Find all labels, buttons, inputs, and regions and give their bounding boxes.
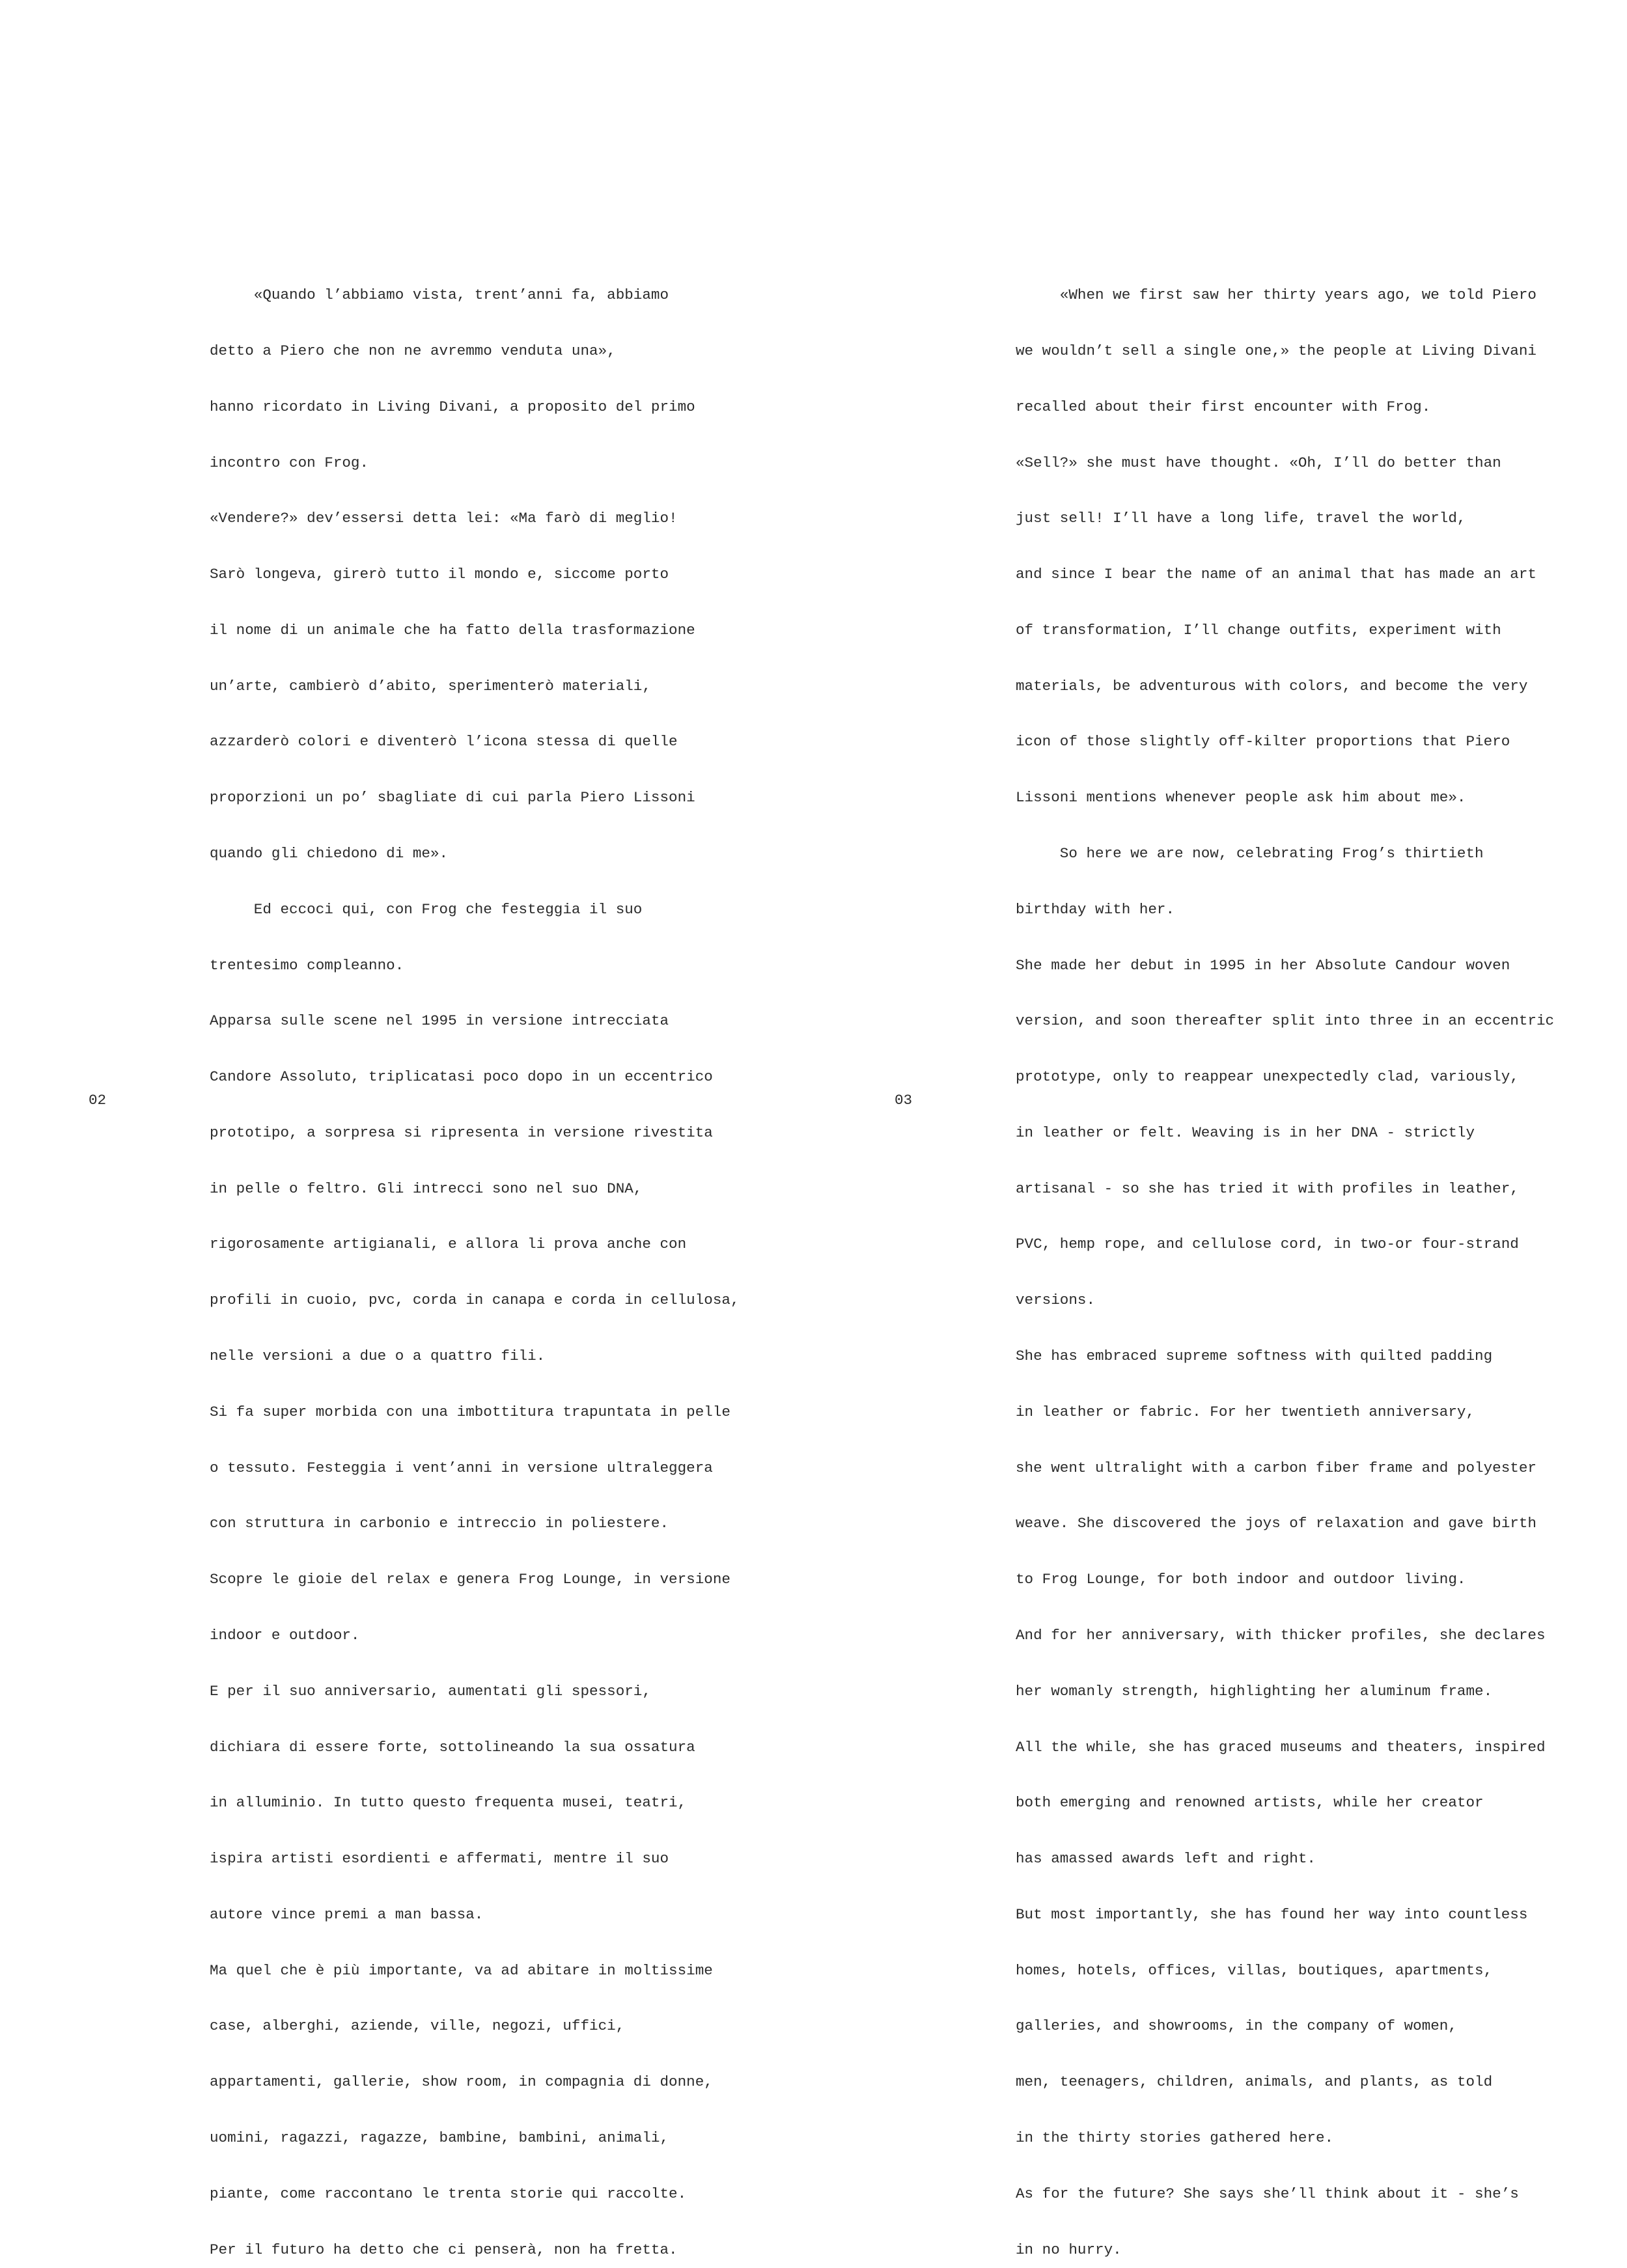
text-line: just sell! I’ll have a long life, travel the world, — [1016, 510, 1466, 527]
text-line: «When we first saw her thirty years ago, we told Piero — [1016, 286, 1537, 304]
text-line: has amassed awards left and right. — [1016, 1850, 1316, 1868]
text-line: Ma quel che è più importante, va ad abitare in moltissime — [210, 1961, 713, 1979]
text-line: hanno ricordato in Living Divani, a proposito del primo — [210, 398, 695, 415]
text-line: rigorosamente artigianali, e allora li prova anche con — [210, 1236, 687, 1253]
text-line: quando gli chiedono di me». — [210, 845, 449, 862]
text-line: She has embraced supreme softness with quilted padding — [1016, 1348, 1493, 1365]
text-line: of transformation, I’ll change outfits, experiment with — [1016, 621, 1501, 639]
text-line: indoor e outdoor. — [210, 1626, 360, 1644]
text-line: dichiara di essere forte, sottolineando la sua ossatura — [210, 1738, 695, 1756]
text-line: prototipo, a sorpresa si ripresenta in versione rivestita — [210, 1124, 713, 1141]
text-line: version, and soon thereafter split into three in an eccentric — [1016, 1012, 1555, 1030]
text-line: in pelle o feltro. Gli intrecci sono nel suo DNA, — [210, 1180, 643, 1197]
right-page-number: 03 — [895, 1092, 913, 1109]
text-line: prototype, only to reappear unexpectedly clad, variously, — [1016, 1068, 1519, 1086]
text-line: il nome di un animale che ha fatto della trasformazione — [210, 621, 695, 639]
text-line: autore vince premi a man bassa. — [210, 1905, 484, 1923]
text-line: in leather or fabric. For her twentieth anniversary, — [1016, 1403, 1475, 1420]
text-line: in alluminio. In tutto questo frequenta musei, teatri, — [210, 1794, 687, 1812]
text-line: materials, be adventurous with colors, and become the very — [1016, 677, 1528, 695]
text-line: con struttura in carbonio e intreccio in poliestere. — [210, 1515, 669, 1532]
text-line: galleries, and showrooms, in the company of women, — [1016, 2017, 1457, 2035]
right-page-body-text — [1016, 249, 1555, 2268]
text-line: her womanly strength, highlighting her aluminum frame. — [1016, 1682, 1493, 1700]
text-line: Scopre le gioie del relax e genera Frog Lounge, in versione — [210, 1571, 730, 1588]
text-line: birthday with her. — [1016, 900, 1175, 918]
text-line: incontro con Frog. — [210, 454, 369, 471]
text-line: piante, come raccontano le trenta storie qui raccolte. — [210, 2185, 687, 2202]
text-line: profili in cuoio, pvc, corda in canapa e corda in cellulosa, — [210, 1292, 740, 1309]
text-line: As for the future? She says she’ll think about it - she’s — [1016, 2185, 1519, 2202]
text-line: artisanal - so she has tried it with profiles in leather, — [1016, 1180, 1519, 1197]
text-line: in the thirty stories gathered here. — [1016, 2129, 1334, 2146]
text-line: Si fa super morbida con una imbottitura trapuntata in pelle — [210, 1403, 730, 1420]
text-line: trentesimo compleanno. — [210, 956, 404, 974]
text-line: Lissoni mentions whenever people ask him about me». — [1016, 789, 1466, 807]
text-line: And for her anniversary, with thicker profiles, she declares — [1016, 1626, 1546, 1644]
text-line: All the while, she has graced museums and theaters, inspired — [1016, 1738, 1546, 1756]
text-line: Candore Assoluto, triplicatasi poco dopo in un eccentrico — [210, 1068, 713, 1086]
text-line: she went ultralight with a carbon fiber frame and polyester — [1016, 1459, 1537, 1476]
text-line: homes, hotels, offices, villas, boutiques, apartments, — [1016, 1961, 1493, 1979]
text-line: detto a Piero che non ne avremmo venduta una», — [210, 342, 616, 359]
text-line: She made her debut in 1995 in her Absolute Candour woven — [1016, 956, 1510, 974]
text-line: Apparsa sulle scene nel 1995 in versione intrecciata — [210, 1012, 669, 1030]
text-line: Sarò longeva, girerò tutto il mondo e, siccome porto — [210, 566, 669, 583]
text-line: proporzioni un po’ sbagliate di cui parla Piero Lissoni — [210, 789, 695, 807]
text-line: So here we are now, celebrating Frog’s thirtieth — [1016, 845, 1484, 862]
left-page-number: 02 — [89, 1092, 107, 1109]
text-line: «Sell?» she must have thought. «Oh, I’ll do better than — [1016, 454, 1501, 471]
text-line: versions. — [1016, 1292, 1096, 1309]
text-line: Per il futuro ha detto che ci penserà, non ha fretta. — [210, 2241, 678, 2258]
text-line: «Vendere?» dev’essersi detta lei: «Ma farò di meglio! — [210, 510, 678, 527]
text-line: appartamenti, gallerie, show room, in compagnia di donne, — [210, 2073, 713, 2091]
text-line: icon of those slightly off-kilter proportions that Piero — [1016, 733, 1510, 751]
text-line: o tessuto. Festeggia i vent’anni in versione ultraleggera — [210, 1459, 713, 1476]
text-line: PVC, hemp rope, and cellulose cord, in two-or four-strand — [1016, 1236, 1519, 1253]
text-line: recalled about their first encounter with Frog. — [1016, 398, 1431, 415]
text-line: we wouldn’t sell a single one,» the people at Living Divani — [1016, 342, 1537, 359]
text-line: weave. She discovered the joys of relaxation and gave birth — [1016, 1515, 1537, 1532]
left-page-body-text — [210, 249, 744, 2268]
text-line: azzarderò colori e diventerò l’icona stessa di quelle — [210, 733, 678, 751]
text-line: to Frog Lounge, for both indoor and outdoor living. — [1016, 1571, 1466, 1588]
text-line: E per il suo anniversario, aumentati gli spessori, — [210, 1682, 651, 1700]
text-line: both emerging and renowned artists, while her creator — [1016, 1794, 1484, 1812]
text-line: ispira artisti esordienti e affermati, mentre il suo — [210, 1850, 669, 1868]
text-line: in leather or felt. Weaving is in her DNA - strictly — [1016, 1124, 1475, 1141]
text-line: men, teenagers, children, animals, and plants, as told — [1016, 2073, 1493, 2091]
text-line: case, alberghi, aziende, ville, negozi, uffici, — [210, 2017, 625, 2035]
text-line: nelle versioni a due o a quattro fili. — [210, 1348, 546, 1365]
text-line: But most importantly, she has found her way into countless — [1016, 1905, 1528, 1923]
text-line: uomini, ragazzi, ragazze, bambine, bambini, animali, — [210, 2129, 669, 2146]
text-line: un’arte, cambierò d’abito, sperimenterò materiali, — [210, 677, 651, 695]
text-line: in no hurry. — [1016, 2241, 1122, 2258]
text-line: Ed eccoci qui, con Frog che festeggia il suo — [210, 900, 643, 918]
text-line: and since I bear the name of an animal that has made an art — [1016, 566, 1537, 583]
text-line: «Quando l’abbiamo vista, trent’anni fa, abbiamo — [210, 286, 669, 304]
